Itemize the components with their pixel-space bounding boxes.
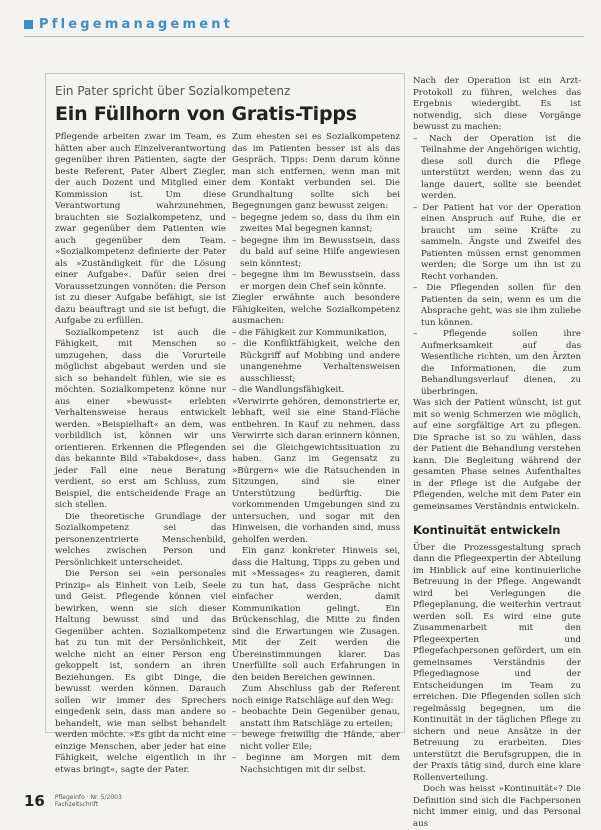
paragraph: Sozialkompetenz ist auch die Fähigkeit, mit Menschen so umzugehen, dass die Vorurteile möglichst abgebaut werden und sie sich so behandelt fühlen, wie sie es möchten. Sozialkompetenz könne nur aus einer »bewusst« erlebten Verhaltensweise heraus entwickelt werden. »Beispielhaft« an dem, was vorbildlich ist, können wir uns orientieren. Erkennen die Pflegenden das bekannte Bild »Tabakdose«, dass jeder Fall eine neue Beratung verdient, so erst am Schluss, zum Beispiel, die entscheidende Frage an sich stellen. [55, 327, 226, 510]
list-item: – die Konfliktfähigkeit, welche den Rückgriff auf Mobbing und andere unangenehme Verhaltensweisen ausschliesst; [232, 339, 400, 384]
list-item: – die Fähigkeit zur Kommunikation, [232, 327, 387, 338]
bullet-list [413, 134, 581, 399]
page-number: 16 [24, 792, 45, 810]
paragraph: Zum ehesten sei es Sozialkompetenz das im Patienten besser ist als das Gespräch. Tipps: Denn darum könne man sich entfernen, wenn man mit dem Kontakt verbunden sei. Die Grundhaltung sollte sich bei Begegnungen ganz bewusst zeigen: [232, 132, 400, 211]
page-footer [24, 792, 584, 812]
section-header [24, 14, 584, 34]
paragraph: Die theoretische Grundlage der Sozialkompetenz sei das personenzentrierte Menschenbild, welches zwischen Person und Persönlichkeit unterscheidet. [55, 511, 226, 568]
list-item: – begegne ihm im Bewusstsein, dass er morgen dein Chef sein könnte. [232, 270, 400, 292]
list-item: – Nach der Operation ist die Teilnahme der Angehörigen wichtig, diese soll durch die Pflege unterstützt werden; wenn das zu lange dauert, sollte sie beendet werden. [413, 133, 581, 201]
list-item: – die Wandlungsfähigkeit. [232, 385, 345, 395]
list-item: – bewege freiwillig die Hände, aber nicht voller Eile; [232, 730, 400, 752]
bullet-list [232, 707, 400, 776]
publication-info [55, 792, 122, 808]
article-column-3 [413, 76, 581, 829]
article-column-1 [55, 132, 226, 775]
bullet-list [232, 213, 400, 294]
list-item: – Pflegende sollen ihre Aufmerksamkeit auf das Wesentliche richten, um den Ärzten die Informationen, die zum Behandlungsverlauf dienen, zu überbringen. [413, 329, 581, 397]
list-item: – begegne jedem so, dass du ihm ein zweites Mal begegnen kannst; [232, 212, 400, 234]
list-item: – beobachte Dein Gegenüber genau, anstatt ihm Ratschläge zu erteilen; [232, 707, 400, 729]
article-column-2 [232, 132, 400, 775]
publication-line: Fachzeitschrift [54, 801, 99, 808]
paragraph: Doch was heisst »Kontinuität«? Die Definition sind sich die Fachpersonen nicht immer einig, und das Personal aus [413, 784, 581, 829]
list-item: – Der Patient hat vor der Operation einen Anspruch auf Ruhe, die er braucht um seine Kräfte zu sammeln. Ängste und Zweifel des Patienten müssen ernst genommen werden; die Sorge um ihn ist zu Recht vorhanden. [413, 202, 581, 282]
publication-line: Pflegeinfo · Nr. 5/2003 [54, 794, 122, 801]
paragraph: »Verwirrte gehören, demonstrierte er, lebhaft, weil sie eine Stand-Fläche entbehren. In Kauf zu nehmen, dass Verwirrte sich daran erinnern können, sei die Gleichgewichtssituation zu haben. Ganz im Gegensatz zu »Bürgern« wie die Ratsuchenden in Sitzungen, sind sie einer Unterstützung bedürftig. Die vorkommenden Umgebungen sind zu untersuchen, und sogar mit den Hinweisen, die vorhanden sind, muss geholfen werden. [232, 396, 400, 545]
article-kicker: Ein Pater spricht über Sozialkompetenz [55, 84, 291, 98]
paragraph: Ziegler erwähnte auch besondere Fähigkeiten, welche Sozialkompetenz ausmachen: [232, 293, 400, 326]
paragraph: Über die Prozessgestaltung sprach dann die Pflegeexpertin der Abteilung im Hinblick auf eine kontinuierliche Betreuung in der Pflege. Angewandt wird bei Verlegungen die Pflegeplanung, die weiterhin vertraut werden soll. Es wird eine gute Zusammenarbeit mit den Pflegeexperten und Pflegefachpersonen gefördert, um ein gemeinsames Verständnis der Pflegediagnose und der Entscheidungen im Team zu erreichen. Die Pflegenden sollen sich regelmässig begegnen, um die Kontinuität in der täglichen Pflege zu sichern und neue Ansätze in der Betreuung zu erarbeiten. Dies unterstützt die Berufsgruppen, die in der Praxis tätig sind, durch eine klare Rollenverteilung. [413, 542, 581, 783]
list-item: – Die Pflegenden sollen für den Patienten da sein, wenn es um die Absprache geht, was sie ihm zuliebe tun können. [413, 283, 581, 328]
list-item: – begegne ihm im Bewusstsein, dass du bald auf seine Hilfe angewiesen sein könntest; [232, 235, 400, 269]
paragraph: Pflegende arbeiten zwar im Team, es hätten aber auch Einzelverantwortung gegenüber ihren Patienten, sagte der beste Referent, Pater Albert Ziegler, der auch Dozent und Mitglied einer Kommission ist. Um diese Verantwortung wahrzunehmen, brauchten sie Sozialkompetenz, und zwar gegenüber dem Patienten wie auch gegenüber dem Team. »Sozialkompetenz definierte der Pater als »Zuständigkeit für die Lösung einer Aufgabe«. Dafür seien drei Voraussetzungen vonnöten: die Person ist zu dieser Aufgabe befähigt, sie ist dazu beauftragt und sie ist befugt, die Aufgabe zu erfüllen. [55, 132, 226, 326]
section-title: Pflegemanagement [39, 16, 234, 32]
paragraph: Die Person sei »ein personales Prinzip« als Einheit von Leib, Seele und Geist. Pflegende können viel bewirken, wenn sie sich dieser Haltung bewusst sind und das Gegenüber achten. Sozialkompetenz hat zu tun mit der Persönlichkeit, welche nicht an einer Person eng gekoppelt ist, sondern an ihren Beziehungen. Es gibt Dinge, die bewusst werden können. Darauch sollen wir immer des Sprechers eingedenk sein, dass man andere so behandelt, wie man selbst behandelt werden möchte. »Es gibt da nicht eine einzige Menschen, aber jeder hat eine Fähigkeit, welche eigentlich in ihr etwas bringt«, sagte der Pater. [55, 569, 226, 775]
paragraph: Nach der Operation ist ein Arzt-Protokoll zu führen, welches das Ergebnis wiedergibt. Es ist notwendig, sich diese Vorgänge bewusst zu machen: [413, 76, 581, 132]
paragraph: Ein ganz konkreter Hinweis sei, dass die Haltung, Tipps zu geben und mit »Messages« zu reagieren, damit zu tun hat, dass Gespräche nicht einfacher werden, damit Kommunikation gelingt. Ein Brückenschlag, die Mitte zu finden sind die Erwartungen wie Zusagen. Mit der Zeit werden die Übereinstimmungen klarer. Das Unerfüllte soll auch Erfahrungen in den beiden Bereichen gewinnen. [232, 546, 400, 683]
bullet-list [232, 328, 400, 397]
paragraph: Was sich der Patient wünscht, ist gut mit so wenig Schmerzen wie möglich, auf eine sorgfältige Art zu pflegen. Die Sprache ist so zu wählen, dass der Patient die Behandlung verstehen kann. Die Begleitung während der gesamten Phase seines Aufenthaltes in der Pflege ist die Aufgabe der Pflegenden, welche mit dem Pater ein gemeinsames Verständnis entwickeln. [413, 398, 581, 512]
header-rule [24, 36, 584, 37]
list-item: – beginne am Morgen mit dem Nachsichtigen mit dir selbst. [232, 753, 400, 775]
paragraph: Zum Abschluss gab der Referent noch einige Ratschläge auf den Weg: [232, 684, 400, 706]
subheading: Kontinuität entwickeln [413, 523, 561, 537]
article-title: Ein Füllhorn von Gratis-Tipps [55, 103, 357, 125]
section-marker-square [24, 20, 33, 29]
